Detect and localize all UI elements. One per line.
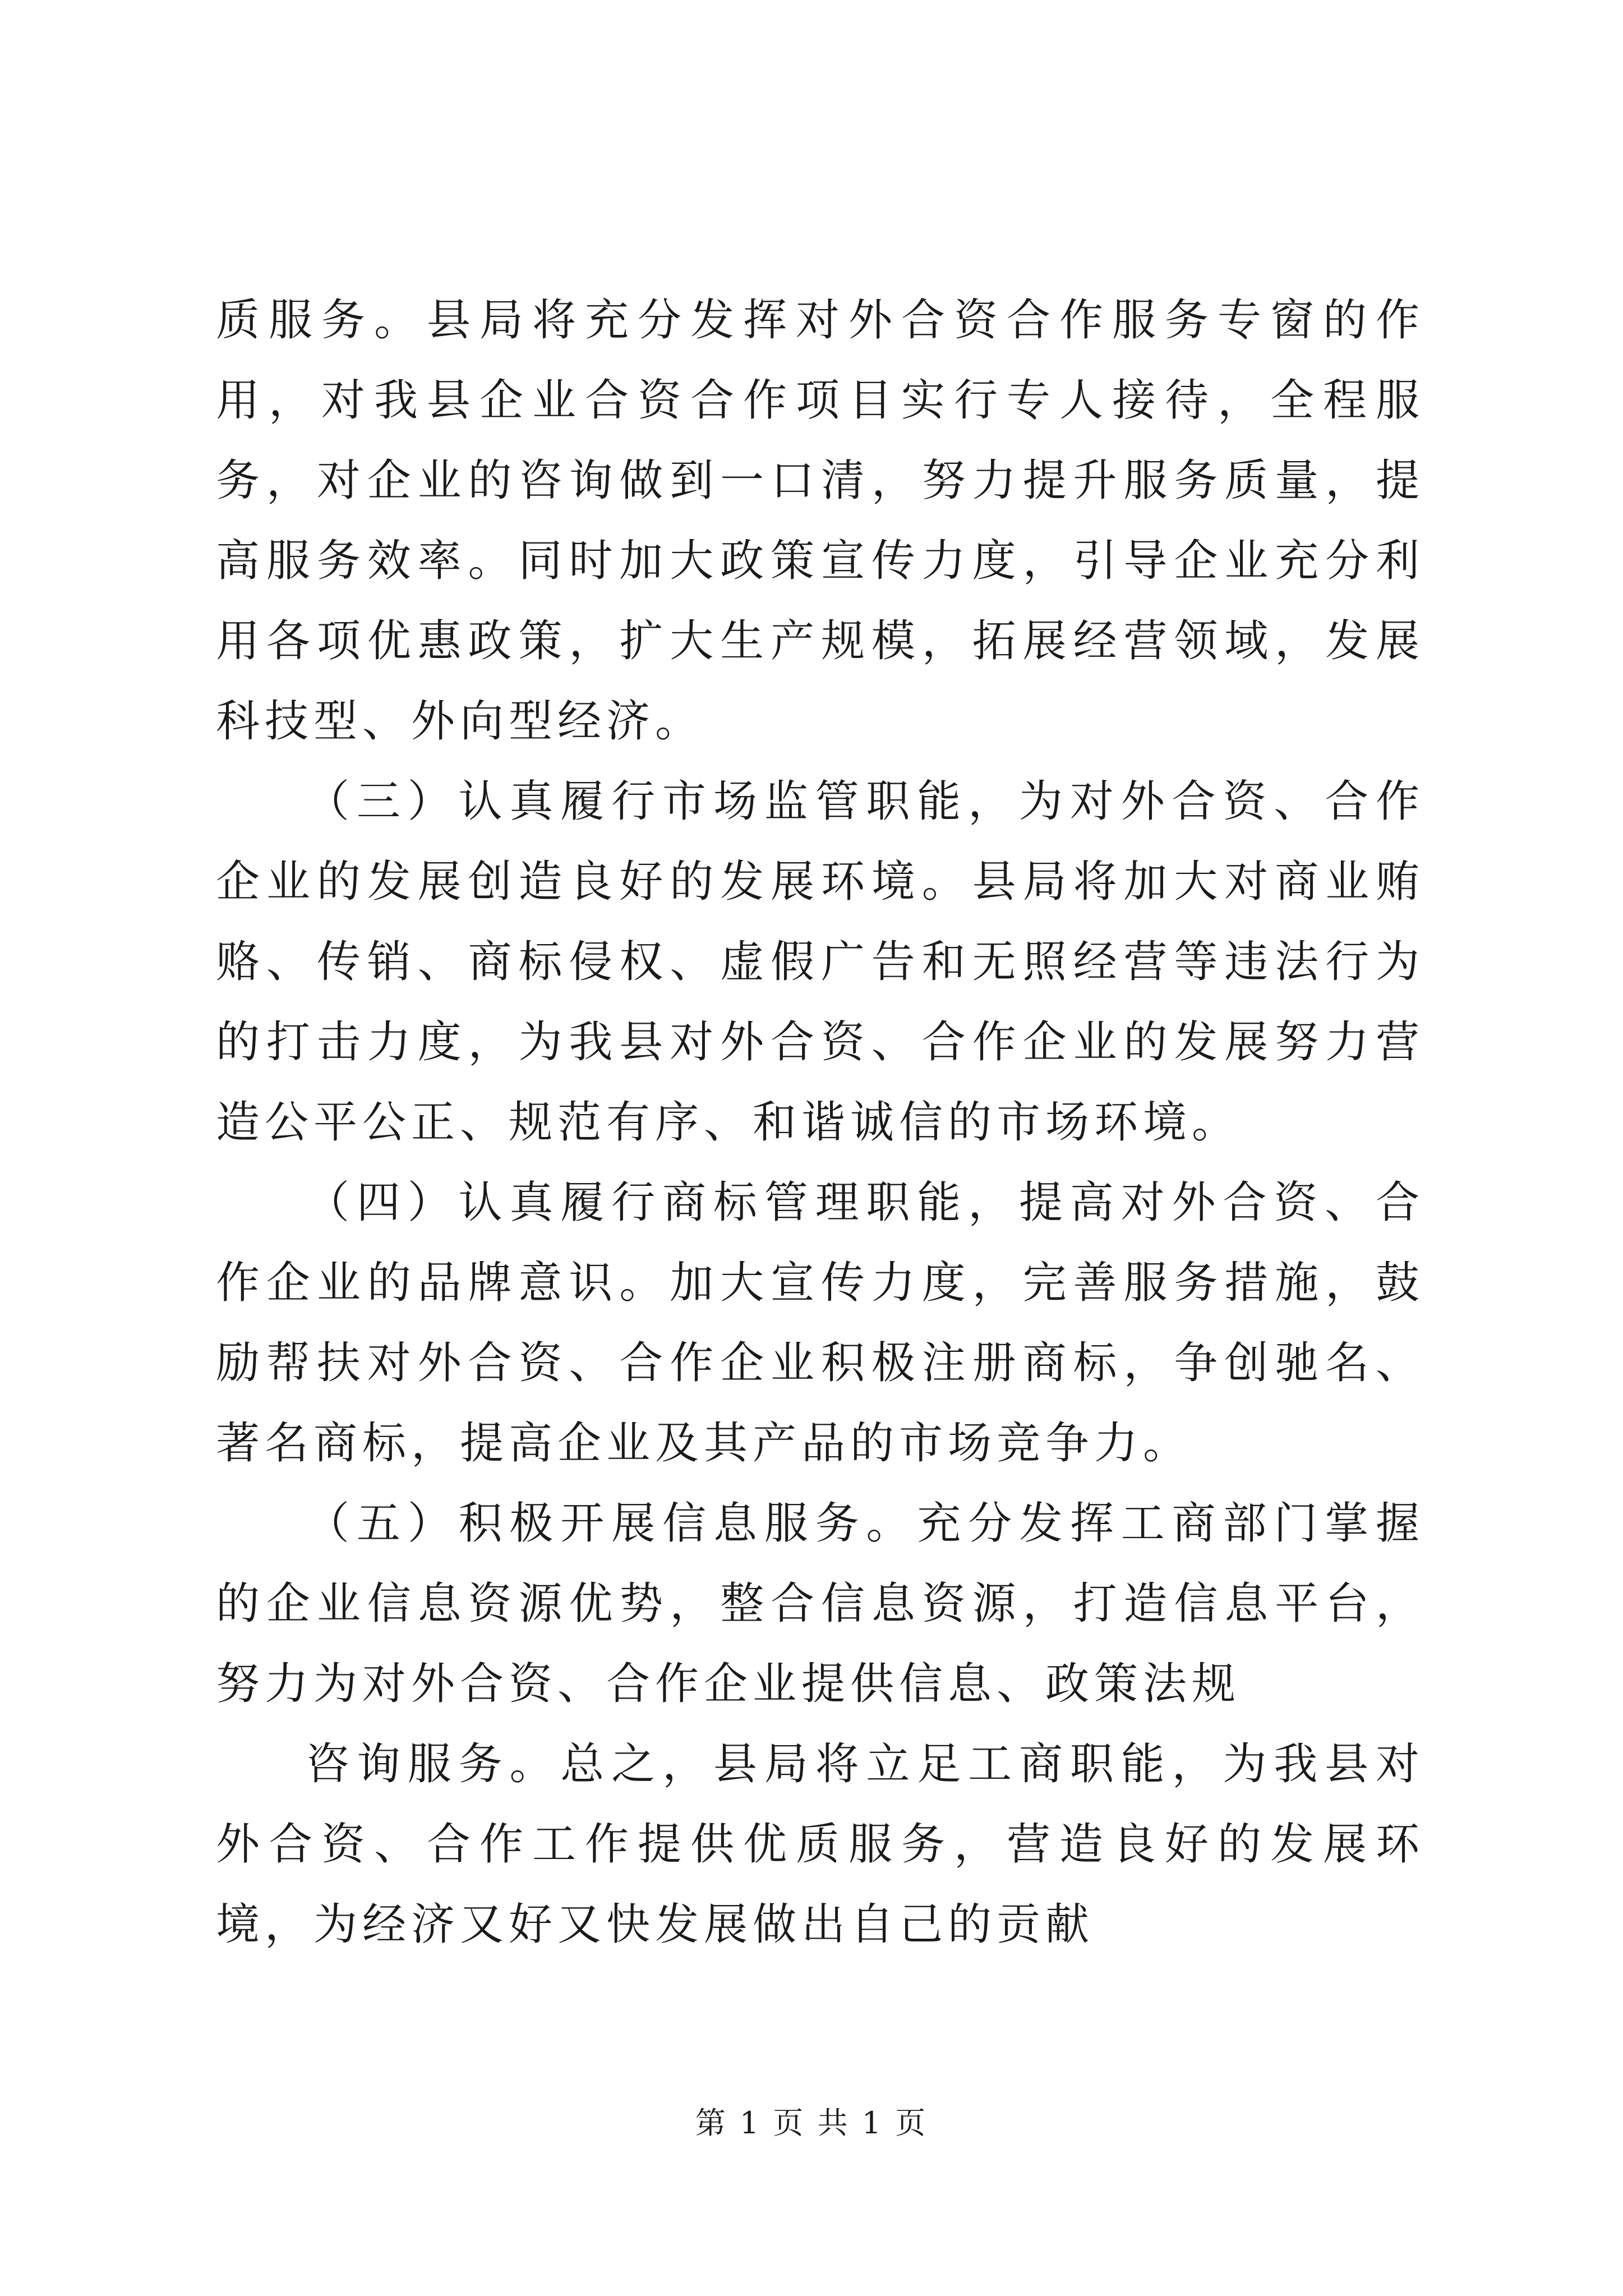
paragraph-conclusion: 咨询服务。总之，县局将立足工商职能，为我县对外合资、合作工作提供优质服务，营造良好的发展环境，为经济又好又快发展做出自己的贡献 xyxy=(216,1739,1424,1950)
page-number-footer: 第 1 页 共 1 页 xyxy=(695,2105,928,2141)
paragraph-market-supervision: （三）认真履行市场监管职能，为对外合资、合作企业的发展创造良好的发展环境。县局将加大对商业贿赂、传销、商标侵权、虚假广告和无照经营等违法行为的打击力度，为我县对外合资、合作企业的发展努力营造公平公正、规范有序、和谐诚信的市场环境。 xyxy=(216,776,1424,1148)
paragraph-continued-service: 质服务。县局将充分发挥对外合资合作服务专窗的作用，对我县企业合资合作项目实行专人接待，全程服务，对企业的咨询做到一口清，努力提升服务质量，提高服务效率。同时加大政策宣传力度，引导企业充分利用各项优惠政策，扩大生产规模，拓展经营领域，发展科技型、外向型经济。 xyxy=(216,295,1424,747)
paragraph-information-service: （五）积极开展信息服务。充分发挥工商部门掌握的企业信息资源优势，整合信息资源，打造信息平台，努力为对外合资、合作企业提供信息、政策法规 xyxy=(216,1498,1424,1709)
paragraph-trademark-management: （四）认真履行商标管理职能，提高对外合资、合作企业的品牌意识。加大宣传力度，完善服务措施，鼓励帮扶对外合资、合作企业积极注册商标，争创驰名、著名商标，提高企业及其产品的市场竞争力。 xyxy=(216,1177,1424,1469)
document-body xyxy=(216,280,1424,1965)
